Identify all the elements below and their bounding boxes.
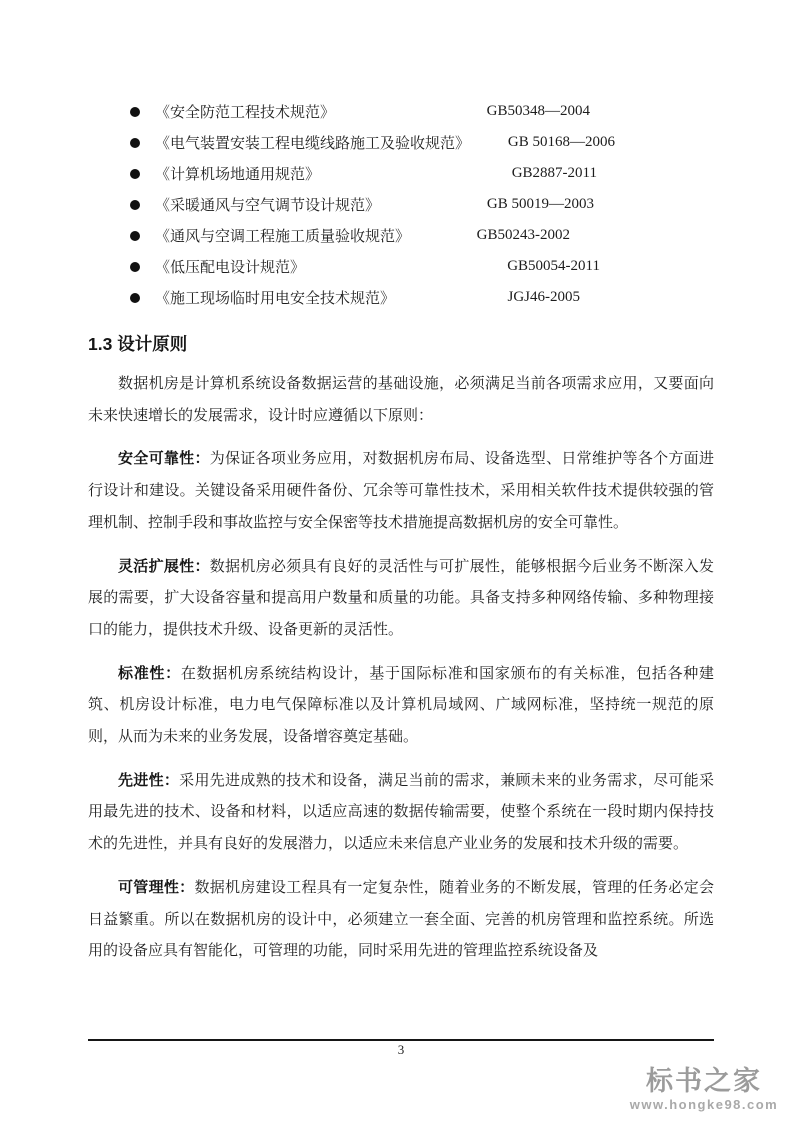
- principle-text: 采用先进成熟的技术和设备，满足当前的需求，兼顾未来的业务需求，尽可能采用最先进的技术、设备和材料，以适应高速的数据传输需要，使整个系统在一段时期内保持技术的先进性，并具有良好的发展潜力，以适应未来信息产业业务的发展和技术升级的需要。: [88, 772, 714, 853]
- bullet-icon: [130, 138, 140, 148]
- bullet-icon: [130, 107, 140, 117]
- standard-title: 《采暖通风与空气调节设计规范》: [155, 198, 381, 214]
- standard-title: 《施工现场临时用电安全技术规范》: [155, 291, 396, 307]
- standard-code: JGJ46-2005: [507, 289, 580, 305]
- principle-paragraph-safety: [88, 443, 714, 539]
- page-number: 3: [397, 1042, 405, 1057]
- standard-code: GB 50019—2003: [486, 196, 594, 212]
- standard-code: GB50054-2011: [507, 258, 600, 274]
- standard-title: 《通风与空调工程施工质量验收规范》: [155, 229, 411, 245]
- standard-item: [88, 220, 714, 251]
- bullet-icon: [130, 169, 140, 179]
- principle-text: 数据机房必须具有良好的灵活性与可扩展性，能够根据今后业务不断深入发展的需要，扩大设备容量和提高用户数量和质量的功能。具备支持多种网络传输、多种物理接口的能力，提供技术升级、设备更新的灵活性。: [88, 558, 714, 638]
- page-content: [88, 96, 714, 968]
- principle-label: 先进性：: [118, 771, 180, 789]
- standard-code: GB2887-2011: [511, 165, 597, 181]
- standard-code: GB50243-2002: [476, 227, 570, 243]
- bullet-icon: [130, 200, 140, 210]
- footer-divider: [88, 1039, 714, 1041]
- standard-code: GB 50168—2006: [507, 134, 615, 150]
- watermark: [619, 1066, 789, 1114]
- standard-title: 《低压配电设计规范》: [155, 260, 306, 276]
- principle-label: 标准性：: [118, 664, 181, 682]
- standard-item: [88, 96, 714, 127]
- standard-title: 《安全防范工程技术规范》: [155, 105, 336, 121]
- principle-text: 数据机房建设工程具有一定复杂性，随着业务的不断发展，管理的任务必定会日益繁重。所以在数据机房的设计中，必须建立一套全面、完善的机房管理和监控系统。所选用的设备应具有智能化，可管理的功能，同时采用先进的管理监控系统设备及: [88, 879, 714, 960]
- principle-label: 安全可靠性：: [118, 450, 210, 468]
- standards-list: [88, 96, 714, 313]
- bullet-icon: [130, 293, 140, 303]
- principle-text: 为保证各项业务应用，对数据机房布局、设备选型、日常维护等各个方面进行设计和建设。关键设备采用硬件备份、冗余等可靠性技术，采用相关软件技术提供较强的管理机制、控制手段和事故监控与安全保密等技术措施提高数据机房的安全可靠性。: [88, 451, 714, 531]
- principle-label: 可管理性：: [118, 878, 195, 896]
- intro-paragraph: 数据机房是计算机系统设备数据运营的基础设施，必须满足当前各项需求应用，又要面向未来快速增长的发展需求，设计时应遵循以下原则：: [88, 376, 714, 424]
- standard-item: [88, 251, 714, 282]
- standard-title: 《计算机场地通用规范》: [155, 167, 321, 183]
- standard-title: 《电气装置安装工程电缆线路施工及验收规范》: [155, 136, 471, 152]
- standard-code: GB50348—2004: [486, 103, 590, 119]
- standard-item: [88, 189, 714, 220]
- principle-paragraph-manageability: [88, 872, 714, 968]
- watermark-url: www.hongke98.com: [629, 1097, 779, 1112]
- standard-item: [88, 158, 714, 189]
- principle-text: 在数据机房系统结构设计，基于国际标准和国家颁布的有关标准，包括各种建筑、机房设计标准，电力电气保障标准以及计算机局域网、广域网标准，坚持统一规范的原则，从而为未来的业务发展，设备增容奠定基础。: [88, 665, 714, 746]
- principle-paragraph-standardization: [88, 658, 714, 754]
- watermark-logo-text: 标书之家: [646, 1066, 762, 1096]
- standard-item: [88, 282, 714, 313]
- bullet-icon: [130, 231, 140, 241]
- principle-paragraph-flexibility: [88, 551, 714, 647]
- section-heading: 1.3 设计原则: [88, 334, 188, 354]
- principle-paragraph-advancement: [88, 765, 714, 861]
- standard-item: [88, 127, 714, 158]
- bullet-icon: [130, 262, 140, 272]
- principle-label: 灵活扩展性：: [118, 557, 210, 575]
